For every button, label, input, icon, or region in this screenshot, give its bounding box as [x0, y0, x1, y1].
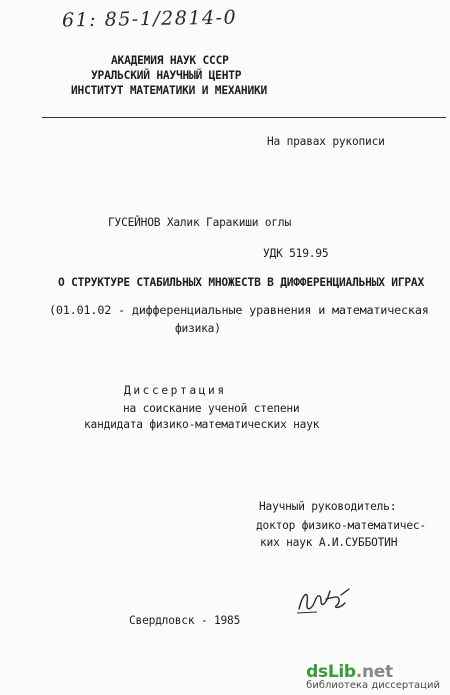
watermark-logo [306, 662, 440, 682]
specialty-line-2: физика) [175, 322, 221, 335]
place-year: Свердловск - 1985 [129, 614, 241, 627]
org-line-institute: ИНСТИТУТ МАТЕМАТИКИ И МЕХАНИКИ [71, 84, 268, 97]
header-divider [42, 117, 446, 118]
dslib-watermark [306, 662, 440, 691]
rights-note: На правах рукописи [267, 135, 385, 148]
org-line-academy: АКАДЕМИЯ НАУК СССР [111, 54, 229, 67]
supervisor-line-1: доктор физико-математичес- [256, 519, 426, 532]
specialty-line-1: (01.01.02 - дифференциальные уравнения и математическая [49, 303, 429, 317]
handwritten-signature-icon [295, 583, 353, 617]
work-type: Диссертация [124, 384, 227, 397]
degree-line-2: кандидата физико-математических наук [84, 418, 320, 431]
watermark-logo-tld: .net [355, 662, 393, 682]
watermark-subtitle: библиотека диссертаций [306, 680, 440, 691]
udk-code: УДК 519.95 [263, 247, 329, 260]
watermark-logo-main: dsLib [306, 662, 356, 682]
handwritten-catalog-code: 61: 85-1/2814-0 [61, 6, 238, 32]
author-name: ГУСЕЙНОВ Халик Гаракиши оглы [108, 216, 291, 229]
dissertation-title: О СТРУКТУРЕ СТАБИЛЬНЫХ МНОЖЕСТВ В ДИФФЕРЕНЦИАЛЬНЫХ ИГРАХ [58, 276, 424, 289]
supervisor-label: Научный руководитель: [259, 500, 397, 513]
org-line-center: УРАЛЬСКИЙ НАУЧНЫЙ ЦЕНТР [91, 69, 242, 82]
degree-line-1: на соискание ученой степени [123, 402, 300, 415]
supervisor-line-2: ких наук А.И.СУББОТИН [260, 536, 398, 549]
